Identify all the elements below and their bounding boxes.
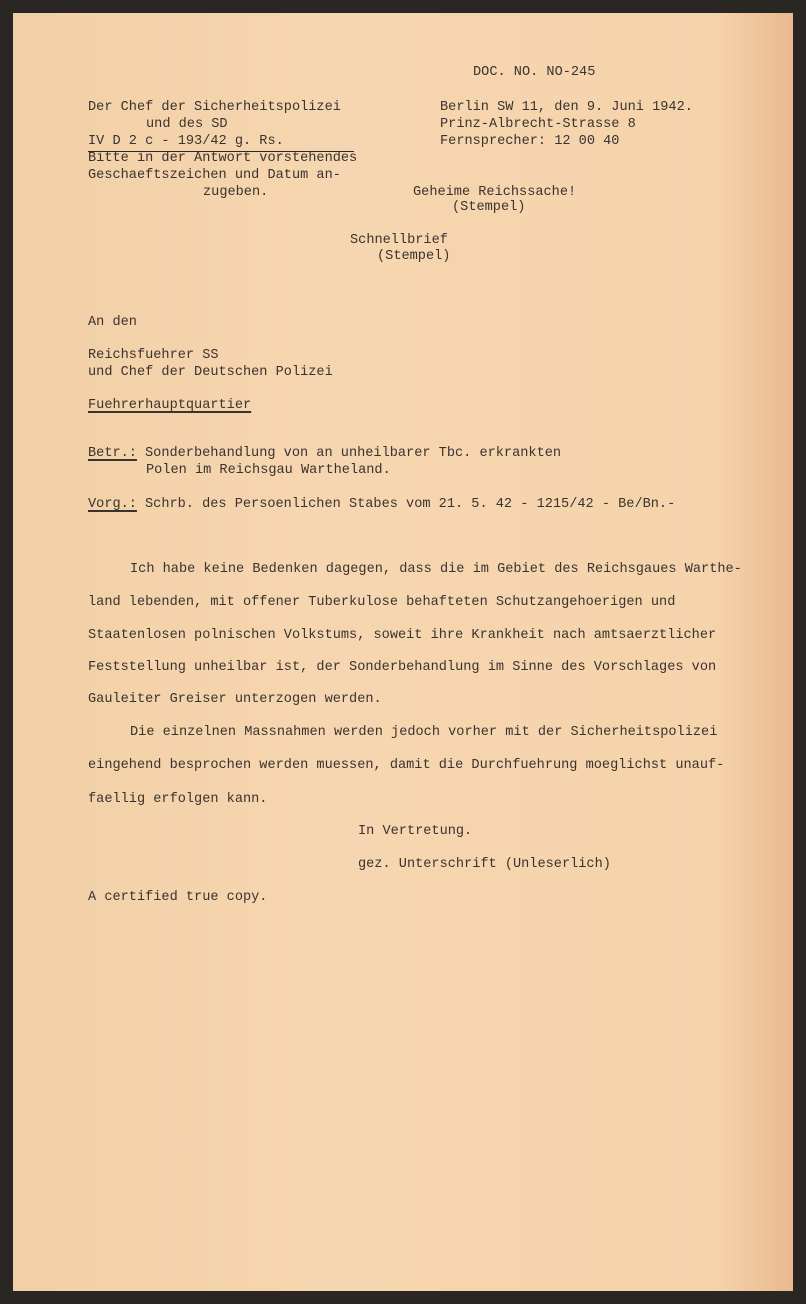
body-line: faellig erfolgen kann. — [88, 792, 268, 807]
closing-line1: In Vertretung. — [358, 824, 473, 839]
phone: Fernsprecher: 12 00 40 — [440, 134, 620, 149]
address: Prinz-Albrecht-Strasse 8 — [440, 117, 636, 132]
reference-text: IV D 2 c - 193/42 g. Rs. — [88, 134, 354, 152]
body-line: Ich habe keine Bedenken dagegen, dass die im Gebiet des Reichsgaues Warthe- — [130, 562, 742, 577]
subject-line2: Polen im Reichsgau Wartheland. — [146, 463, 391, 478]
place-date: Berlin SW 11, den 9. Juni 1942. — [440, 100, 693, 115]
express-stamp-note: (Stempel) — [377, 249, 451, 264]
body-line: land lebenden, mit offener Tuberkulose behafteten Schutzangehoerigen und — [88, 595, 676, 610]
body-line: eingehend besprochen werden muessen, damit die Durchfuehrung moeglichst unauf- — [88, 758, 725, 773]
body-line: Staatenlosen polnischen Volkstums, soweit ihre Krankheit nach amtsaerztlicher — [88, 628, 717, 643]
signature-line: gez. Unterschrift (Unleserlich) — [358, 857, 611, 872]
previous-text: Schrb. des Persoenlichen Stabes vom 21. 5. 42 - 1215/42 - Be/Bn.- — [145, 497, 676, 512]
reference-number — [88, 134, 354, 152]
body-line: Feststellung unheilbar ist, der Sonderbehandlung im Sinne des Vorschlages von — [88, 660, 717, 675]
reply-note-line3: zugeben. — [203, 185, 269, 200]
subject-label: Betr.: — [88, 446, 137, 461]
salutation: An den — [88, 315, 137, 330]
recipient-line2: und Chef der Deutschen Polizei — [88, 365, 333, 380]
secret-stamp-note: (Stempel) — [452, 200, 526, 215]
previous-label: Vorg.: — [88, 497, 137, 512]
document-page — [13, 13, 793, 1291]
recipient-location: Fuehrerhauptquartier — [88, 398, 252, 413]
reply-note-line2: Geschaeftszeichen und Datum an- — [88, 168, 341, 183]
body-line: Gauleiter Greiser unterzogen werden. — [88, 692, 382, 707]
secret-stamp: Geheime Reichssache! — [413, 185, 577, 200]
certification: A certified true copy. — [88, 890, 268, 905]
sender-line2: und des SD — [146, 117, 228, 132]
sender-line1: Der Chef der Sicherheitspolizei — [88, 100, 341, 115]
express-stamp: Schnellbrief — [350, 233, 448, 248]
subject-line1: Sonderbehandlung von an unheilbarer Tbc. erkrankten — [145, 446, 562, 461]
reply-note-line1: Bitte in der Antwort vorstehendes — [88, 151, 358, 166]
doc-number: DOC. NO. NO-245 — [473, 65, 596, 80]
recipient-line1: Reichsfuehrer SS — [88, 348, 219, 363]
body-line: Die einzelnen Massnahmen werden jedoch vorher mit der Sicherheitspolizei — [130, 725, 718, 740]
